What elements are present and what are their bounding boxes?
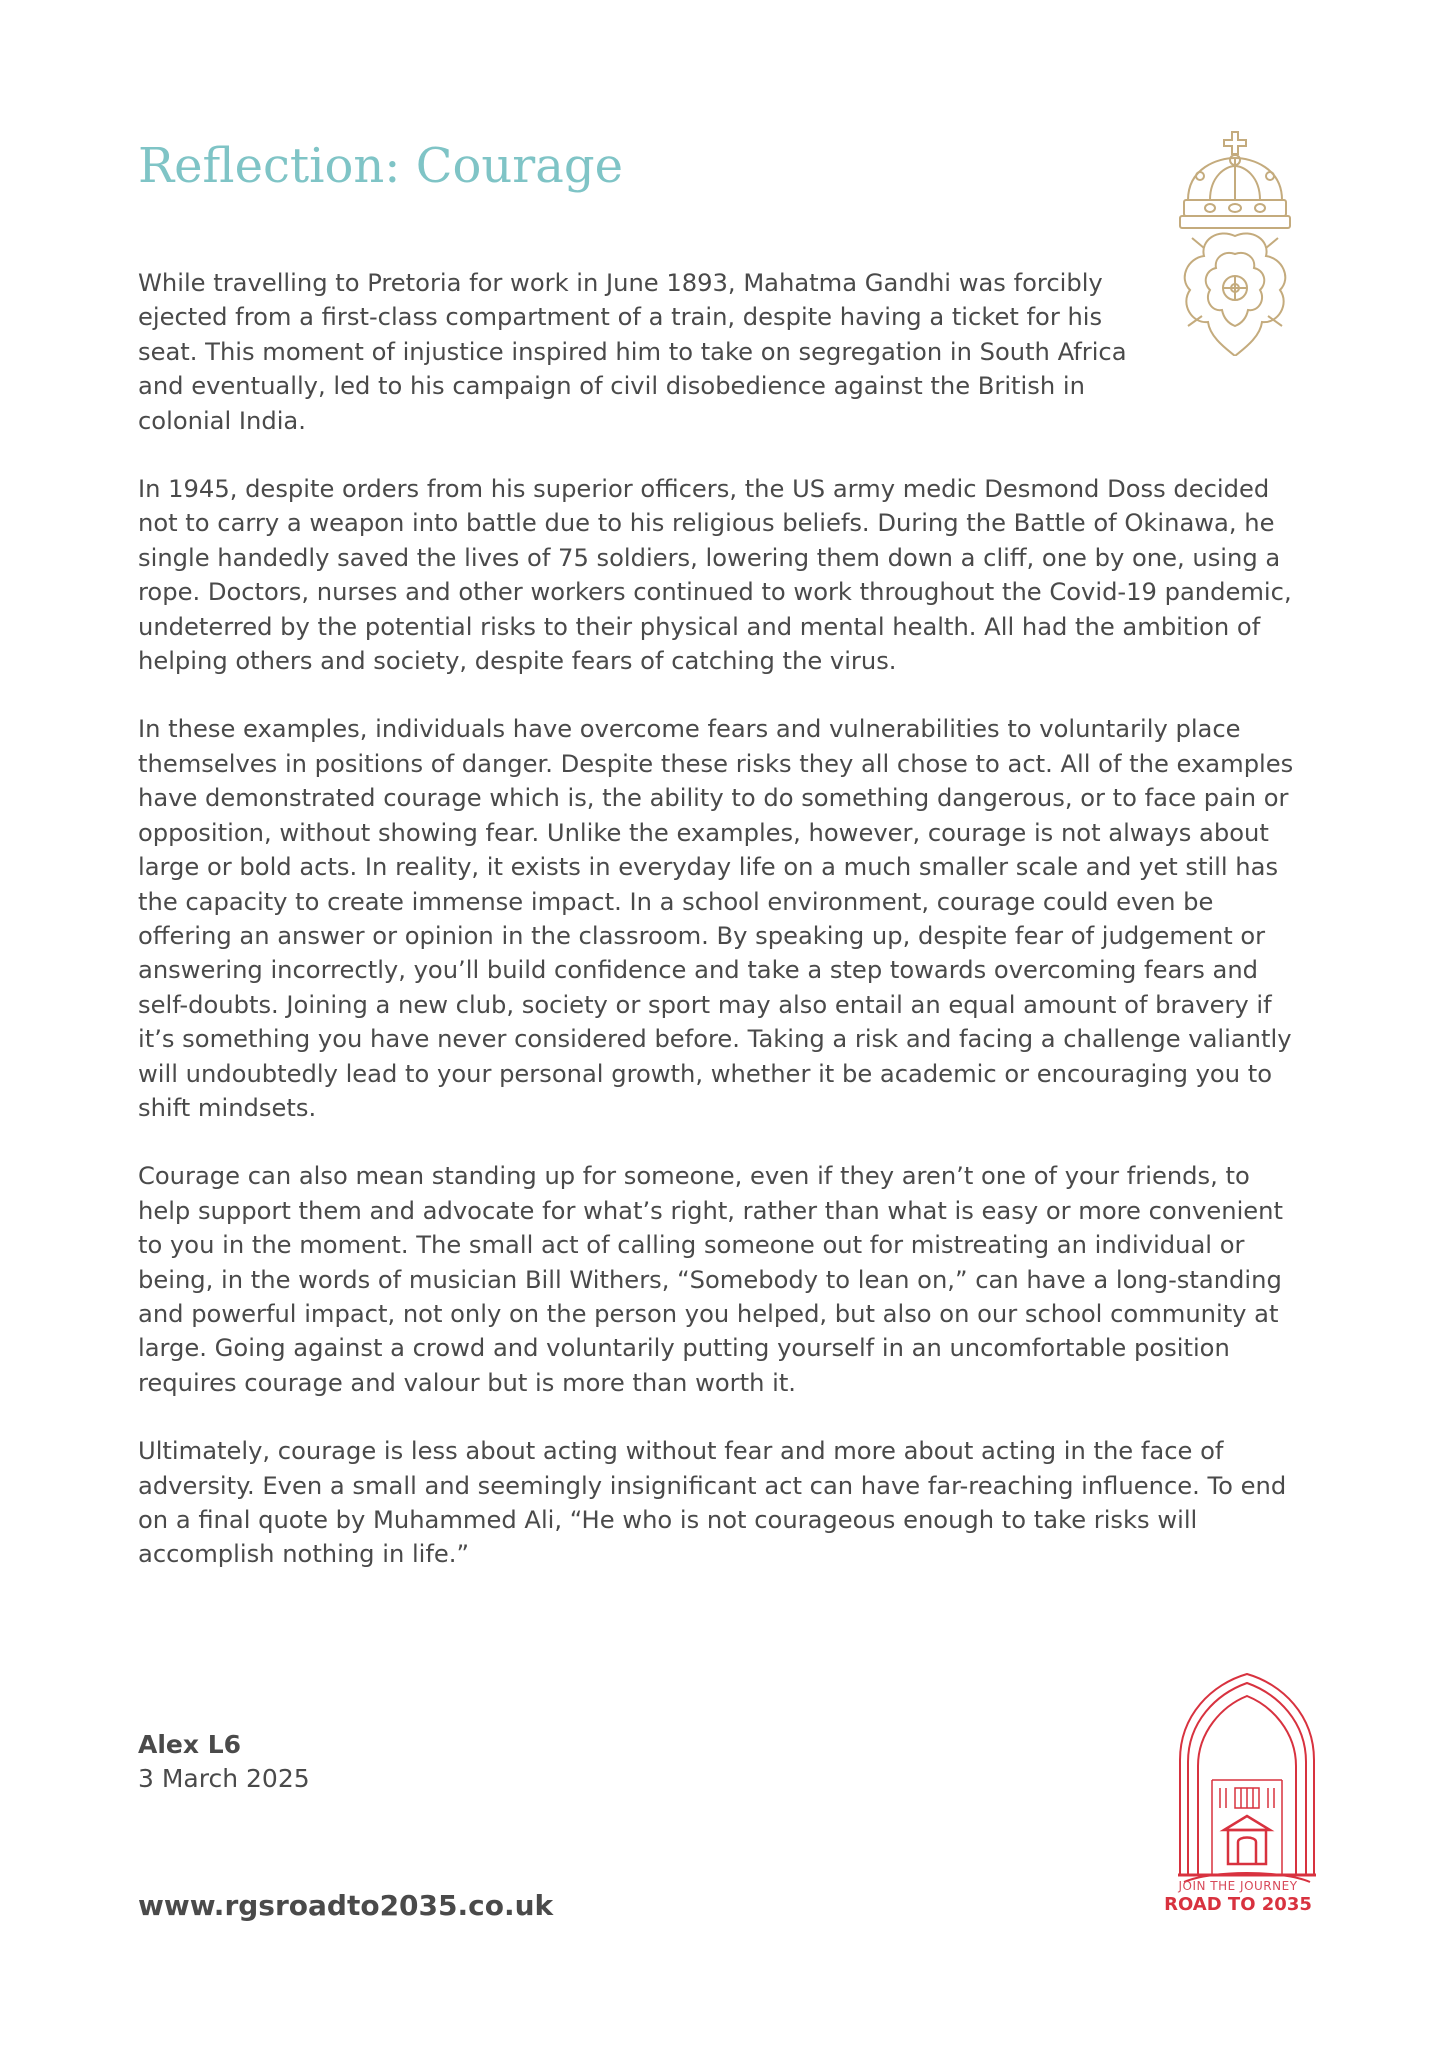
- author-date: 3 March 2025: [138, 1764, 310, 1793]
- page-title: Reflection: Courage: [138, 138, 623, 194]
- logo-name: ROAD TO 2035: [1164, 1894, 1312, 1915]
- author-name: Alex L6: [138, 1730, 242, 1759]
- article-body: [138, 266, 1298, 1606]
- paragraph-conclusion: Ultimately, courage is less about acting without fear and more about acting in the face of adversity. Even a small and seemingly insignificant act can have far-reaching influence. To end on a final quote by Muhammed Ali, “He who is not courageous enough to take risks will accomplish nothing in life.”: [138, 1437, 1287, 1569]
- website-link[interactable]: www.rgsroadto2035.co.uk: [138, 1889, 554, 1922]
- paragraph-standing-up: Courage can also mean standing up for someone, even if they aren’t one of your friends, to help support them and advocate for what’s right, rather than what is easy or more convenient to you in the moment. The small act of calling someone out for mistreating an individual or being, in the words of musician Bill Withers, “Somebody to lean on,” can have a long-standing and powerful impact, not only on the person you helped, but also on our school community at large. Going against a crowd and voluntarily putting yourself in an uncomfortable position requires courage and valour but is more than worth it.: [138, 1162, 1283, 1397]
- paragraph-examples: In these examples, individuals have overcome fears and vulnerabilities to voluntarily place themselves in positions of danger. Despite these risks they all chose to act. All of the examples have demonstrated courage which is, the ability to do something dangerous, or to face pain or opposition, without showing fear. Unlike the examples, however, courage is not always about large or bold acts. In reality, it exists in everyday life on a much smaller scale and yet still has the capacity to create immense impact. In a school environment, courage could even be offering an answer or opinion in the classroom. By speaking up, despite fear of judgement or answering incorrectly, you’ll build confidence and take a step towards overcoming fears and self-doubts. Joining a new club, society or sport may also entail an equal amount of bravery if it’s something you have never considered before. Taking a risk and facing a challenge valiantly will undoubtedly lead to your personal growth, whether it be academic or encouraging you to shift mindsets.: [138, 715, 1294, 1122]
- paragraph-gandhi: While travelling to Pretoria for work in June 1893, Mahatma Gandhi was forcibly ejected from a first-class compartment of a train, despite having a ticket for his seat. This moment of injustice inspired him to take on segregation in South Africa and eventually, led to his campaign of civil disobedience against the British in colonial India.: [138, 269, 1127, 435]
- logo-tagline: JOIN THE JOURNEY: [1178, 1879, 1298, 1893]
- paragraph-doss: In 1945, despite orders from his superior officers, the US army medic Desmond Doss decided not to carry a weapon into battle due to his religious beliefs. During the Battle of Okinawa, he single handedly saved the lives of 75 soldiers, lowering them down a cliff, one by one, using a rope. Doctors, nurses and other workers continued to work throughout the Covid-19 pandemic, undeterred by the potential risks to their physical and mental health. All had the ambition of helping others and society, despite fears of catching the virus.: [138, 475, 1292, 676]
